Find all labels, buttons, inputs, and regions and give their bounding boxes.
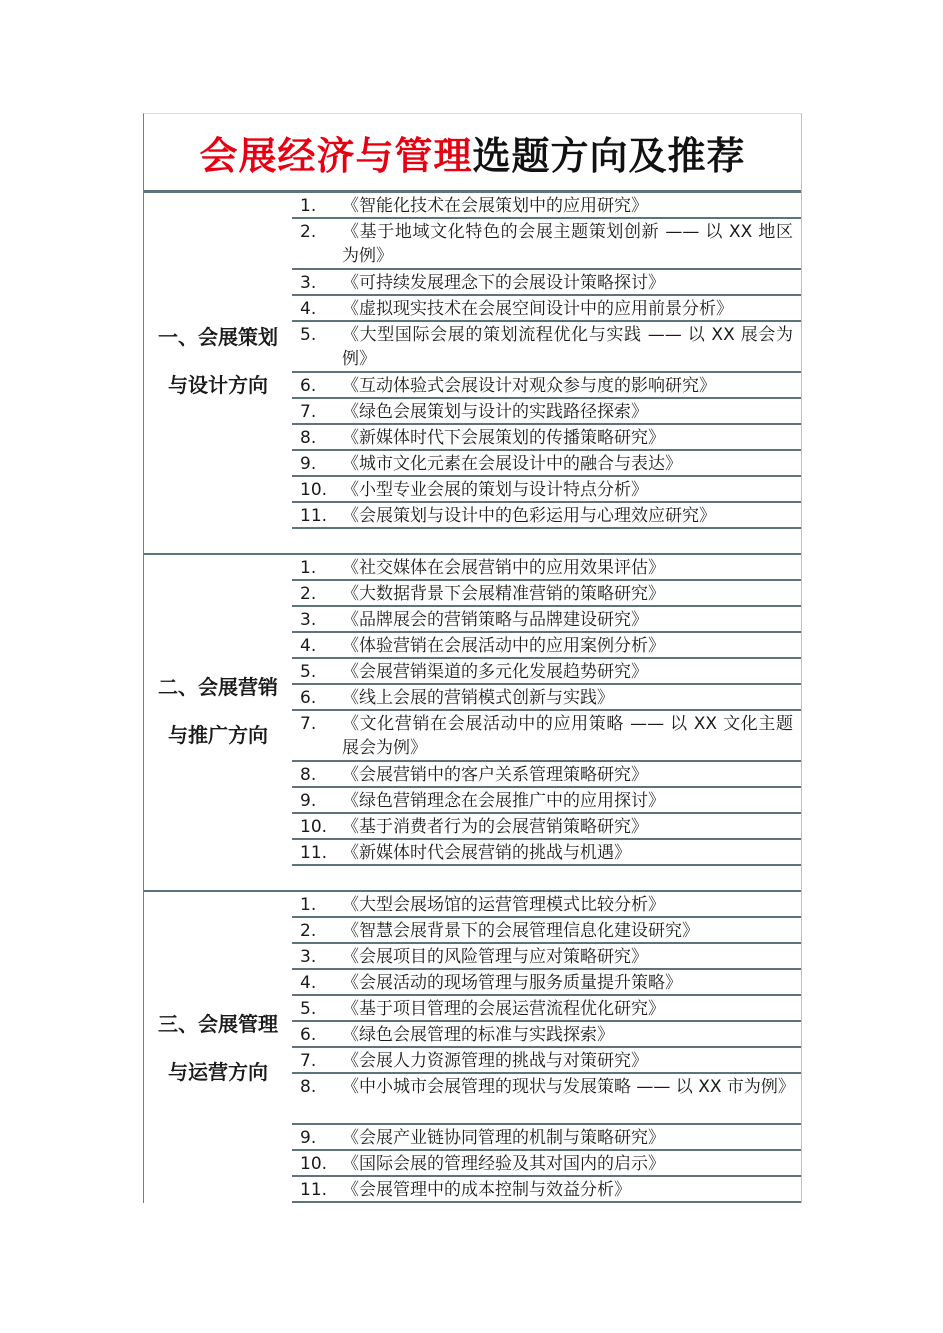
topic-number: 10. (300, 817, 328, 837)
topic-row (292, 477, 801, 503)
topic-row (292, 451, 801, 477)
category-label (144, 892, 292, 1203)
topic-row (292, 193, 801, 219)
topic-row (292, 1177, 801, 1203)
topic-title: 《新媒体时代下会展策划的传播策略研究》 (342, 428, 665, 448)
topic-row (292, 944, 801, 970)
topic-number: 9. (300, 1128, 317, 1148)
topic-row (292, 296, 801, 322)
topic-row (292, 425, 801, 451)
topic-title: 《智慧会展背景下的会展管理信息化建设研究》 (342, 921, 699, 941)
topic-section (144, 193, 801, 529)
topic-number: 1. (300, 895, 317, 915)
topic-title: 《新媒体时代会展营销的挑战与机遇》 (342, 843, 631, 863)
topic-title: 《虚拟现实技术在会展空间设计中的应用前景分析》 (342, 299, 733, 319)
topic-row (292, 788, 801, 814)
topic-title: 《会展人力资源管理的挑战与对策研究》 (342, 1051, 648, 1071)
topic-row (292, 814, 801, 840)
title-red-part: 会展经济与管理 (199, 133, 473, 178)
topic-row (292, 659, 801, 685)
topic-number: 4. (300, 636, 317, 656)
topic-number: 5. (300, 999, 317, 1019)
topic-row (292, 633, 801, 659)
topic-row (292, 996, 801, 1022)
topic-number: 2. (300, 222, 317, 242)
topic-list (292, 892, 801, 1203)
topic-title: 《线上会展的营销模式创新与实践》 (342, 688, 614, 708)
topic-row (292, 219, 801, 270)
category-label (144, 193, 292, 529)
topic-row (292, 970, 801, 996)
topic-title: 《绿色会展管理的标准与实践探索》 (342, 1025, 614, 1045)
topic-number: 1. (300, 196, 317, 216)
topic-title: 《基于项目管理的会展运营流程优化研究》 (342, 999, 665, 1019)
topic-number: 9. (300, 791, 317, 811)
category-label-line: 二、会展营销 (158, 674, 278, 699)
topic-title: 《基于消费者行为的会展营销策略研究》 (342, 817, 648, 837)
topic-number: 3. (300, 273, 317, 293)
topic-row (292, 1048, 801, 1074)
topic-title: 《大型国际会展的策划流程优化与实践 —— 以 XX 展会为例》 (342, 325, 793, 369)
topic-number: 7. (300, 1051, 317, 1071)
section-spacer (144, 866, 801, 892)
topic-row (292, 1125, 801, 1151)
topic-section (144, 555, 801, 866)
topic-number: 8. (300, 1077, 317, 1097)
topic-number: 6. (300, 376, 317, 396)
topic-number: 5. (300, 662, 317, 682)
topic-row (292, 322, 801, 373)
topic-number: 8. (300, 428, 317, 448)
topic-title: 《绿色会展策划与设计的实践路径探索》 (342, 402, 648, 422)
topic-title: 《中小城市会展管理的现状与发展策略 —— 以 XX 市为例》 (342, 1077, 795, 1097)
topic-row (292, 555, 801, 581)
category-label-line: 与推广方向 (168, 722, 268, 747)
topic-row (292, 892, 801, 918)
topic-row (292, 762, 801, 788)
topic-title: 《基于地域文化特色的会展主题策划创新 —— 以 XX 地区为例》 (342, 222, 793, 266)
topic-title: 《会展产业链协同管理的机制与策略研究》 (342, 1128, 665, 1148)
topic-title: 《社交媒体在会展营销中的应用效果评估》 (342, 558, 665, 578)
topic-number: 11. (300, 843, 328, 863)
category-label-line: 三、会展管理 (158, 1011, 278, 1036)
topic-row (292, 1151, 801, 1177)
topic-row (292, 270, 801, 296)
topic-number: 9. (300, 454, 317, 474)
topic-title: 《体验营销在会展活动中的应用案例分析》 (342, 636, 665, 656)
category-label-line: 与设计方向 (168, 373, 268, 397)
topic-title: 《会展活动的现场管理与服务质量提升策略》 (342, 973, 682, 993)
topic-title: 《会展管理中的成本控制与效益分析》 (342, 1180, 631, 1200)
topic-list (292, 193, 801, 529)
topic-number: 7. (300, 714, 317, 734)
topic-title: 《会展营销中的客户关系管理策略研究》 (342, 765, 648, 785)
topic-table (143, 113, 802, 1203)
section-spacer (144, 529, 801, 555)
topic-number: 6. (300, 688, 317, 708)
category-label (144, 555, 292, 866)
topic-title: 《互动体验式会展设计对观众参与度的影响研究》 (342, 376, 716, 396)
topic-row (292, 685, 801, 711)
topic-number: 6. (300, 1025, 317, 1045)
topic-row (292, 918, 801, 944)
topic-section (144, 892, 801, 1203)
topic-title: 《小型专业会展的策划与设计特点分析》 (342, 480, 648, 500)
topic-number: 4. (300, 299, 317, 319)
topic-title: 《国际会展的管理经验及其对国内的启示》 (342, 1154, 665, 1174)
topic-row (292, 840, 801, 866)
topic-number: 10. (300, 480, 328, 500)
topic-title: 《品牌展会的营销策略与品牌建设研究》 (342, 610, 648, 630)
topic-number: 11. (300, 506, 328, 526)
topic-title: 《大数据背景下会展精准营销的策略研究》 (342, 584, 665, 604)
topic-title: 《绿色营销理念在会展推广中的应用探讨》 (342, 791, 665, 811)
topic-number: 3. (300, 610, 317, 630)
topic-row (292, 607, 801, 633)
topic-title: 《智能化技术在会展策划中的应用研究》 (342, 196, 648, 216)
topic-row (292, 1074, 801, 1125)
topic-number: 10. (300, 1154, 328, 1174)
topic-number: 8. (300, 765, 317, 785)
topic-title: 《城市文化元素在会展设计中的融合与表达》 (342, 454, 682, 474)
topic-title: 《会展营销渠道的多元化发展趋势研究》 (342, 662, 648, 682)
topic-number: 7. (300, 402, 317, 422)
topic-row (292, 711, 801, 762)
topic-title: 《会展策划与设计中的色彩运用与心理效应研究》 (342, 506, 716, 526)
topic-number: 5. (300, 325, 317, 345)
category-label-line: 与运营方向 (168, 1059, 268, 1084)
topic-row (292, 373, 801, 399)
topic-number: 3. (300, 947, 317, 967)
topic-number: 4. (300, 973, 317, 993)
title-black-part: 选题方向及推荐 (472, 133, 746, 178)
topic-number: 2. (300, 584, 317, 604)
sections-container (144, 193, 801, 1203)
topic-title: 《可持续发展理念下的会展设计策略探讨》 (342, 273, 665, 293)
topic-row (292, 503, 801, 529)
topic-row (292, 399, 801, 425)
topic-number: 2. (300, 921, 317, 941)
topic-row (292, 1022, 801, 1048)
topic-title: 《会展项目的风险管理与应对策略研究》 (342, 947, 648, 967)
topic-title: 《文化营销在会展活动中的应用策略 —— 以 XX 文化主题展会为例》 (342, 714, 793, 758)
category-label-line: 一、会展策划 (158, 325, 278, 349)
topic-number: 11. (300, 1180, 328, 1200)
topic-number: 1. (300, 558, 317, 578)
topic-title: 《大型会展场馆的运营管理模式比较分析》 (342, 895, 665, 915)
page-title (144, 114, 801, 193)
topic-row (292, 581, 801, 607)
topic-list (292, 555, 801, 866)
